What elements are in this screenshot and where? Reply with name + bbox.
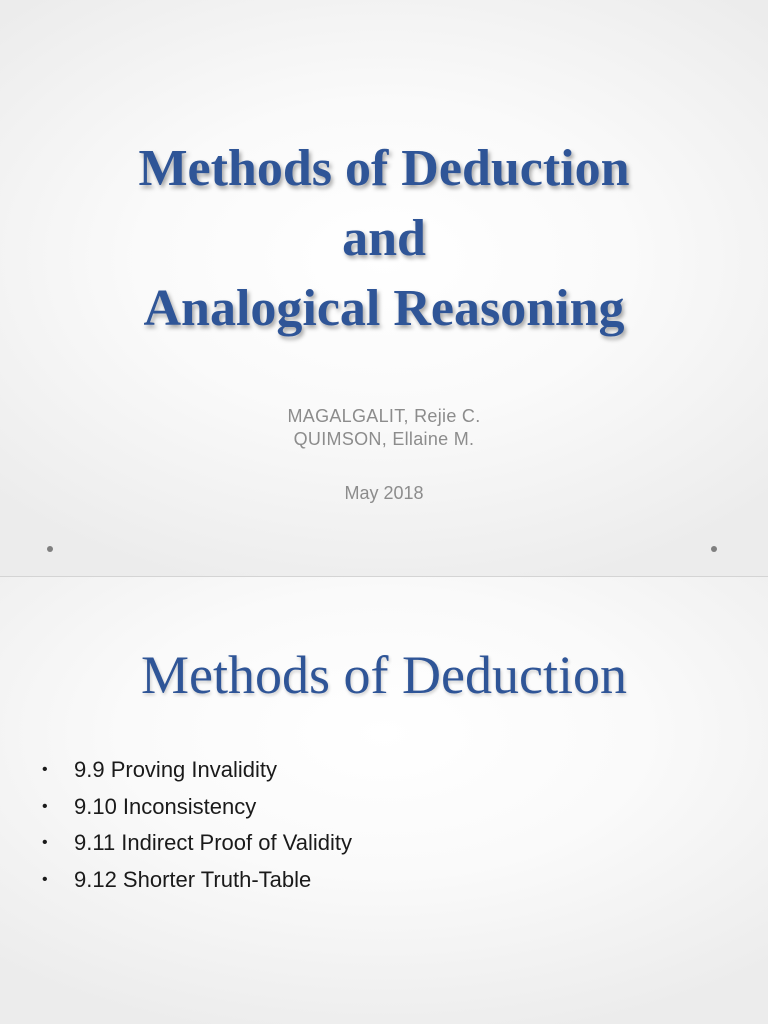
list-item-text: 9.11 Indirect Proof of Validity	[74, 830, 352, 855]
list-item	[42, 789, 352, 826]
bullet-icon: •	[42, 870, 48, 888]
slide-title	[0, 134, 768, 344]
presentation-date: May 2018	[344, 483, 424, 503]
author-name: MAGALGALIT, Rejie C.	[287, 406, 481, 426]
authors	[0, 405, 768, 451]
list-item	[42, 825, 352, 862]
bullet-icon: •	[42, 834, 48, 851]
bullet-icon: •	[42, 797, 48, 815]
list-item	[42, 862, 352, 899]
title-line: and	[342, 210, 426, 267]
decorative-dot-icon	[711, 546, 717, 552]
bullet-icon: •	[42, 761, 48, 778]
bullet-list	[42, 752, 352, 898]
author-name: QUIMSON, Ellaine M.	[293, 429, 475, 449]
list-item	[42, 752, 352, 789]
list-item-text: 9.12 Shorter Truth-Table	[74, 866, 312, 892]
decorative-dot-icon	[47, 546, 53, 552]
content-slide	[0, 577, 768, 1024]
title-line: Methods of Deduction	[138, 140, 630, 197]
list-item-text: 9.10 Inconsistency	[74, 793, 257, 819]
list-item-text: 9.9 Proving Invalidity	[74, 757, 277, 782]
slide-title: Methods of Deduction	[141, 645, 627, 705]
title-line: Analogical Reasoning	[143, 280, 625, 337]
